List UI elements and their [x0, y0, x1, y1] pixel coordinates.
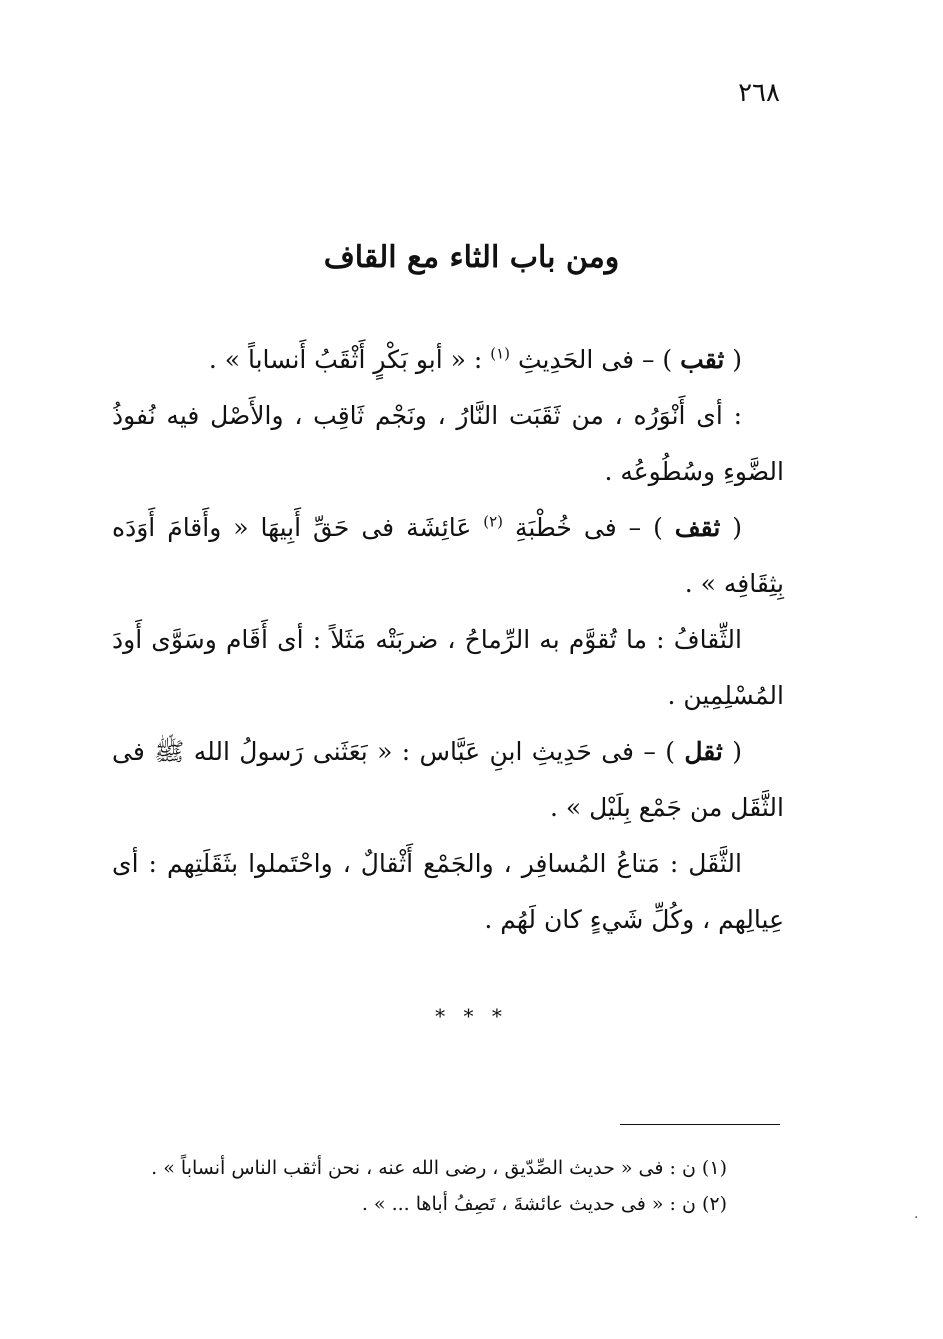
- footnote-ref-2: (٢): [483, 512, 504, 531]
- entry-thaqaf-open: (: [720, 513, 742, 542]
- entry-thaqaf-headword: ثقف: [674, 513, 721, 542]
- entry-thaqab-quote: : « أبو بَكْرٍ أَثْقَبُ أَنساباً » .: [208, 345, 491, 374]
- entry-thaqal: [112, 724, 784, 836]
- entry-thaqab-explanation: : أى أَنْوَرُه ، من ثَقَبَت النَّارُ ، ونَجْم ثَاقِب ، والأَصْل فيه نُفوذُ الضَّوءِ وسُطُوعُه .: [112, 401, 784, 486]
- page-number: ٢٦٨: [738, 78, 780, 108]
- footnotes: [112, 1150, 727, 1222]
- section-separator: * * *: [435, 1004, 508, 1028]
- main-text: [112, 332, 784, 948]
- footnote-ref-1: (١): [490, 344, 511, 363]
- entry-thaqal-intro: ) – فى حَدِيثِ ابنِ عَبَّاس : « بَعَثَنى رَسولُ الله ﷺ فى الثَّقَل من جَمْع بِلَيْل » .: [112, 737, 784, 822]
- entry-thaqal-explanation: الثَّقَل : مَتاعُ المُسافِر ، والجَمْع أَثْقالٌ ، واحْتَملوا بثَقَلَتِهم : أى عِيالِهم ، وكُلِّ شَيءٍ كان لَهُم .: [112, 849, 784, 934]
- entry-thaqab: [112, 332, 784, 388]
- section-title: ومن باب الثاء مع القاف: [323, 240, 620, 275]
- footnote-divider: [620, 1124, 780, 1125]
- entry-thaqab-intro: ) – فى الحَدِيثِ: [510, 345, 681, 374]
- entry-thaqaf-explanation: الثِّقافُ : ما تُقوَّم به الرِّماحُ ، ضربَتْه مَثَلاً : أى أَقَام وسَوَّى أَودَ المُسْلِمِين .: [112, 625, 784, 710]
- entry-thaqaf-quote: عَائِشَة فى حَقِّ أَبِيهَا « وأَقامَ أَوَدَه بِثِقَافِه » .: [112, 513, 784, 598]
- entry-thaqab-open: (: [724, 345, 742, 374]
- margin-mark: ·: [914, 1210, 919, 1226]
- entry-thaqal-open: (: [722, 737, 742, 766]
- entry-thaqaf: [112, 500, 784, 612]
- entry-thaqaf-intro: ) – فى خُطْبَةِ: [503, 513, 675, 542]
- footnote-2: (٢) ن : « فى حديث عائشةَ ، تَصِفُ أباها ... » .: [361, 1193, 727, 1215]
- footnote-1: (١) ن : فى « حديث الصِّدّيق ، رضى الله عنه ، نحن أثقب الناس أنساباً » .: [151, 1157, 727, 1179]
- entry-thaqal-headword: ثقل: [684, 737, 723, 766]
- entry-thaqab-headword: ثقب: [680, 345, 725, 374]
